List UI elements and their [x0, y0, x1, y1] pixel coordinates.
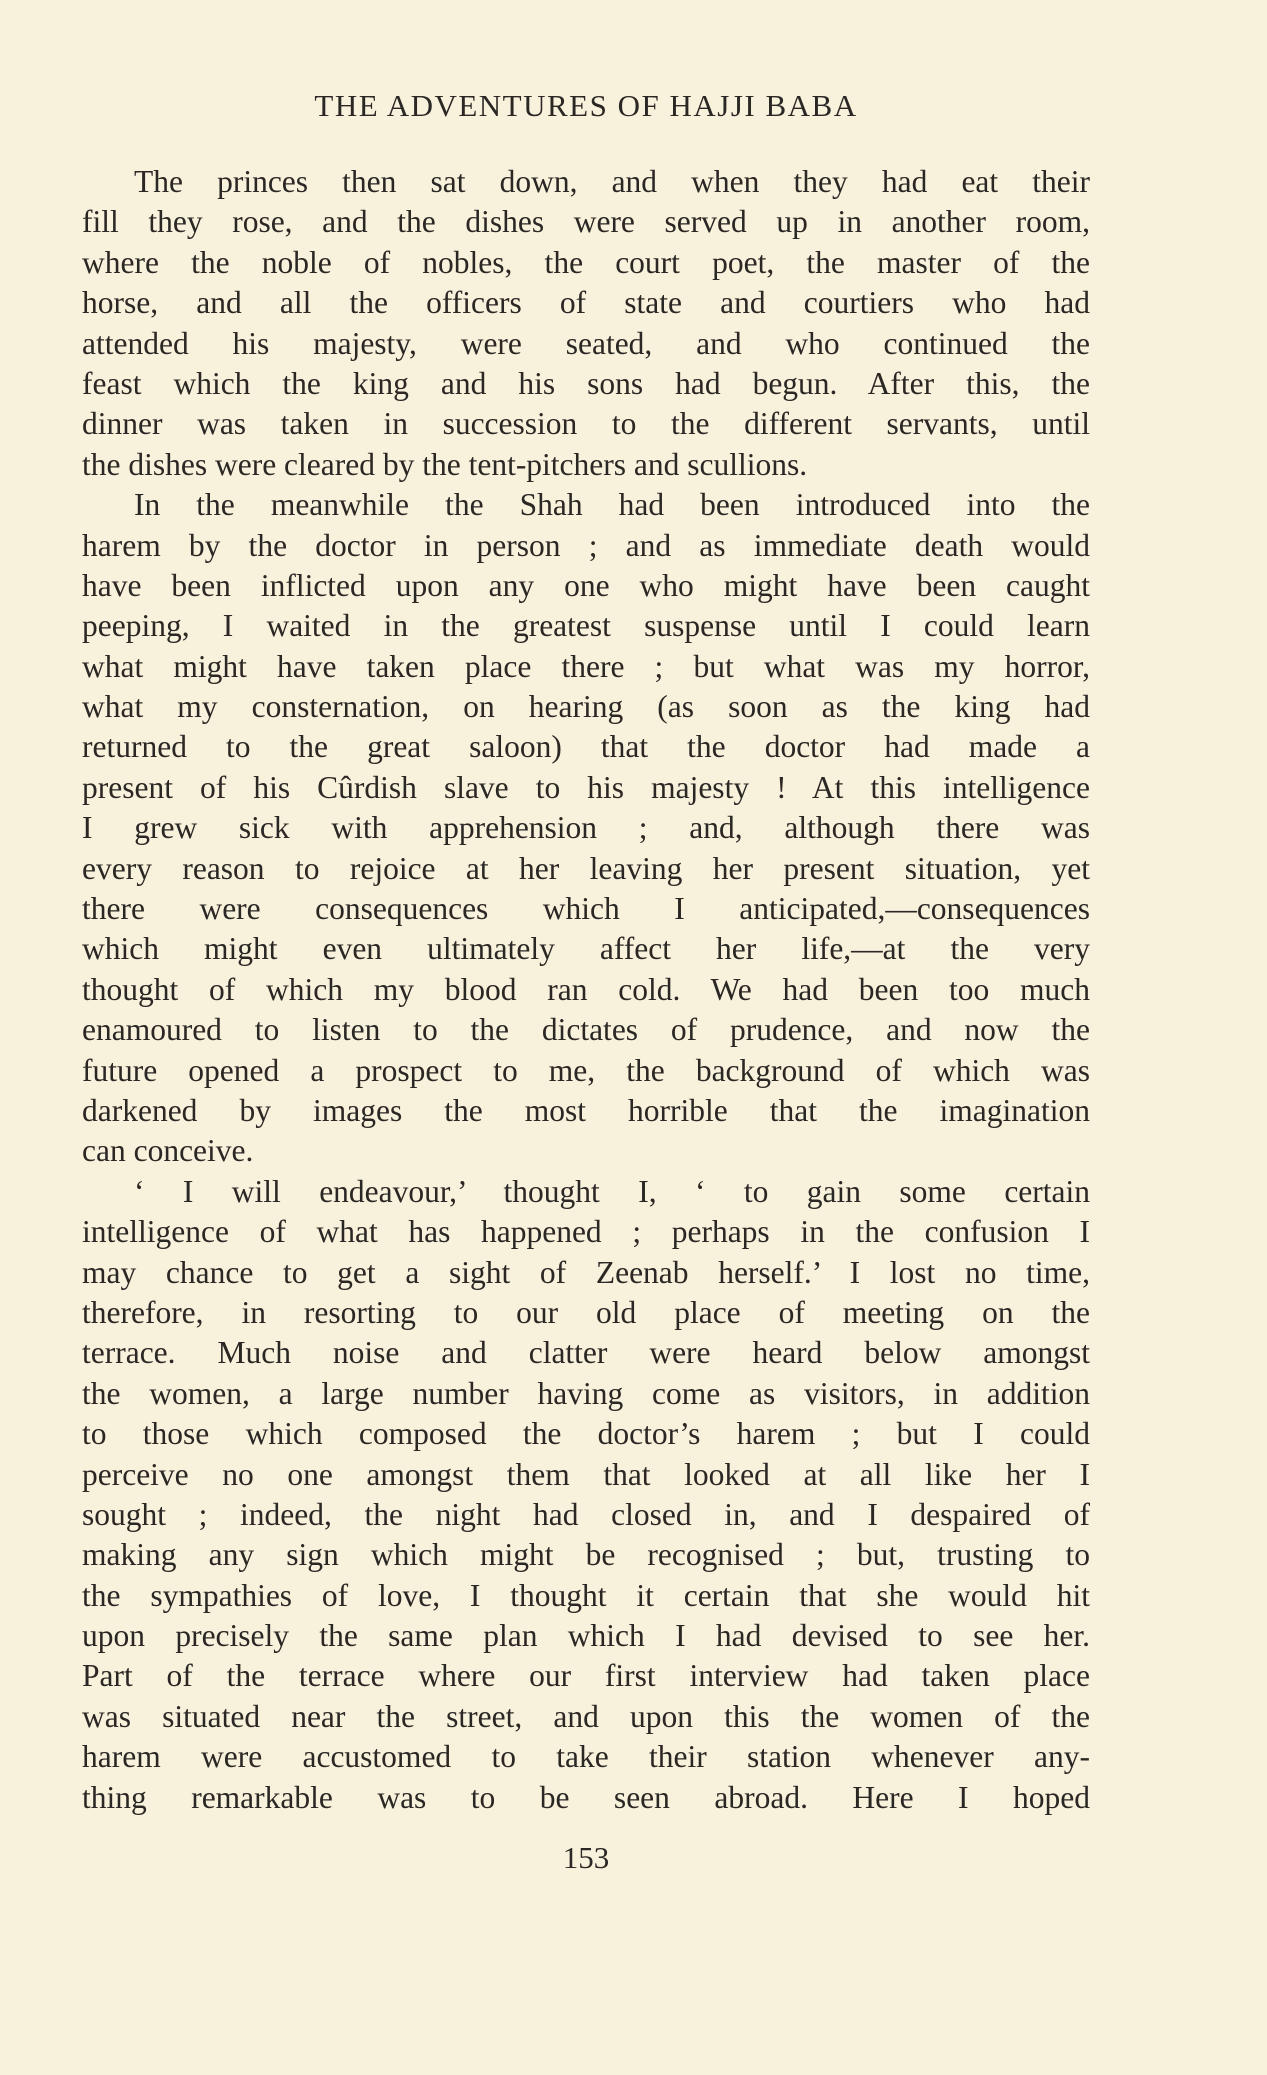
- running-head: THE ADVENTURES OF HAJJI BABA: [314, 88, 858, 123]
- text-line: sought ; indeed, the night had closed in, and I despaired of: [82, 1496, 1090, 1532]
- text-line: perceive no one amongst them that looked at all like her I: [82, 1456, 1090, 1492]
- text-line: what might have taken place there ; but what was my horror,: [82, 648, 1090, 684]
- text-line: thing remarkable was to be seen abroad. Here I hoped: [82, 1779, 1090, 1815]
- text-line: The princes then sat down, and when they had eat their: [134, 164, 1090, 199]
- text-line: horse, and all the officers of state and courtiers who had: [82, 285, 1090, 321]
- body-text: [82, 162, 1090, 1818]
- text-line: can conceive.: [82, 1133, 254, 1169]
- text-line: the dishes were cleared by the tent-pitchers and scullions.: [82, 446, 808, 482]
- text-line: dinner was taken in succession to the different servants, until: [82, 406, 1090, 442]
- text-line: Part of the terrace where our first interview had taken place: [82, 1658, 1090, 1694]
- text-line: therefore, in resorting to our old place of meeting on the: [82, 1294, 1090, 1330]
- text-line: darkened by images the most horrible that the imagination: [82, 1092, 1090, 1128]
- text-line: In the meanwhile the Shah had been introduced into the: [134, 487, 1090, 523]
- text-line: harem by the doctor in person ; and as immediate death would: [82, 527, 1090, 563]
- text-line: present of his Cûrdish slave to his majesty ! At this intelligence: [82, 769, 1090, 805]
- text-line: terrace. Much noise and clatter were heard below amongst: [82, 1335, 1090, 1371]
- text-line: to those which composed the doctor’s harem ; but I could: [82, 1416, 1090, 1452]
- text-line: future opened a prospect to me, the background of which was: [82, 1052, 1090, 1088]
- text-line: what my consternation, on hearing (as soon as the king had: [82, 689, 1090, 725]
- text-line: feast which the king and his sons had begun. After this, the: [82, 365, 1090, 401]
- text-line: may chance to get a sight of Zeenab herself.’ I lost no time,: [82, 1254, 1090, 1290]
- text-line: where the noble of nobles, the court poet, the master of the: [82, 244, 1090, 280]
- text-line: making any sign which might be recognised ; but, trusting to: [82, 1537, 1090, 1573]
- text-line: which might even ultimately affect her life,—at the very: [82, 931, 1090, 967]
- text-line: I grew sick with apprehension ; and, although there was: [82, 810, 1090, 846]
- text-line: the women, a large number having come as visitors, in addition: [82, 1375, 1090, 1411]
- text-line: there were consequences which I anticipated,—consequences: [82, 891, 1090, 927]
- page-number: 153: [562, 1840, 610, 1875]
- text-line: returned to the great saloon) that the doctor had made a: [82, 729, 1090, 765]
- text-line: ‘ I will endeavour,’ thought I, ‘ to gain some certain: [134, 1173, 1090, 1209]
- text-line: thought of which my blood ran cold. We had been too much: [82, 971, 1090, 1007]
- text-line: enamoured to listen to the dictates of prudence, and now the: [82, 1012, 1090, 1048]
- text-line: upon precisely the same plan which I had devised to see her.: [82, 1618, 1090, 1654]
- text-line: was situated near the street, and upon this the women of the: [82, 1698, 1090, 1734]
- text-line: every reason to rejoice at her leaving her present situation, yet: [82, 850, 1090, 886]
- text-line: harem were accustomed to take their station whenever any-: [82, 1739, 1090, 1775]
- text-line: attended his majesty, were seated, and who continued the: [82, 325, 1090, 361]
- text-line: intelligence of what has happened ; perhaps in the confusion I: [82, 1214, 1090, 1250]
- text-line: peeping, I waited in the greatest suspense until I could learn: [82, 608, 1090, 644]
- text-line: fill they rose, and the dishes were served up in another room,: [82, 204, 1090, 240]
- text-line: have been inflicted upon any one who might have been caught: [82, 567, 1090, 603]
- text-line: the sympathies of love, I thought it certain that she would hit: [82, 1577, 1090, 1613]
